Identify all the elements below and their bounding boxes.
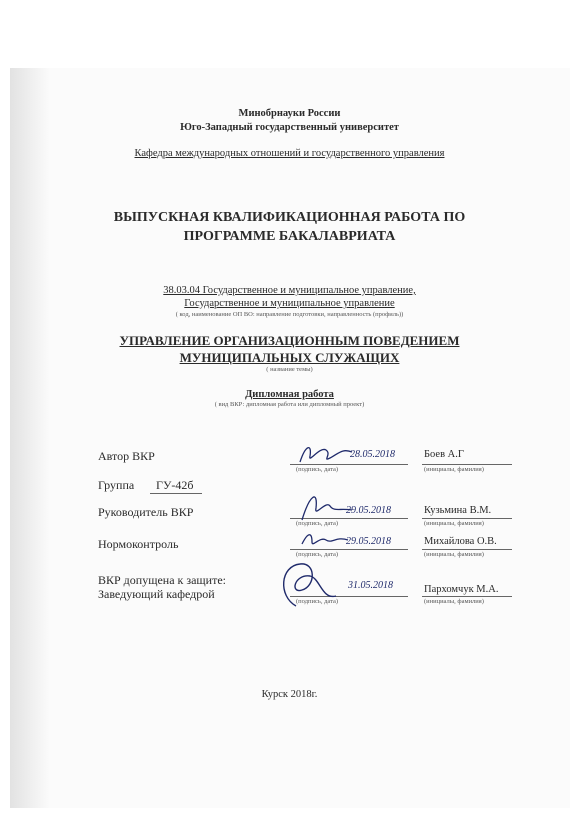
city-year: Курск 2018г.	[261, 689, 318, 700]
head-name-caption: (инициалы, фамилия)	[424, 598, 484, 605]
head-sign-date: 31.05.2018	[348, 580, 393, 591]
document-title-line2: ПРОГРАММЕ БАКАЛАВРИАТА	[183, 229, 396, 244]
role-author: Автор ВКР	[98, 449, 155, 463]
group-label: Группа	[98, 478, 135, 492]
work-type: Дипломная работа	[245, 389, 334, 400]
role-supervisor: Руководитель ВКР	[98, 505, 194, 519]
normcontrol-name-caption: (инициалы, фамилия)	[424, 551, 484, 558]
author-sign-date: 28.05.2018	[350, 449, 395, 460]
supervisor-name: Кузьмина В.М.	[424, 505, 492, 516]
supervisor-sign-date: 29.05.2018	[346, 505, 391, 516]
ministry-name: Минобрнауки России	[238, 108, 341, 119]
program-caption: ( код, наименование ОП ВО: направление подготовки, направленность (профиль))	[175, 311, 404, 318]
document-title-line1: ВЫПУСКНАЯ КВАЛИФИКАЦИОННАЯ РАБОТА ПО	[113, 210, 466, 225]
program-line1: 38.03.04 Государственное и муниципальное управление,	[163, 285, 416, 296]
supervisor-sig-caption: (подпись, дата)	[296, 520, 339, 527]
author-name: Боев А.Г	[424, 449, 464, 460]
author-signature-icon	[296, 440, 356, 468]
head-sig-caption: (подпись, дата)	[296, 598, 339, 605]
university-name: Юго-Западный государственный университет	[180, 122, 399, 133]
author-name-caption: (инициалы, фамилия)	[424, 466, 484, 473]
admission-text: ВКР допущена к защите:	[98, 573, 226, 587]
topic-caption: ( название темы)	[266, 366, 313, 373]
normcontrol-sig-caption: (подпись, дата)	[296, 551, 339, 558]
program-line2: Государственное и муниципальное управление	[184, 298, 395, 309]
work-type-caption: ( вид ВКР: дипломная работа или дипломный проект)	[214, 401, 365, 408]
normcontrol-sign-date: 29.05.2018	[346, 536, 391, 547]
normcontrol-name: Михайлова О.В.	[424, 536, 497, 547]
topic-line1: УПРАВЛЕНИЕ ОРГАНИЗАЦИОННЫМ ПОВЕДЕНИЕМ	[119, 333, 460, 348]
supervisor-name-caption: (инициалы, фамилия)	[424, 520, 484, 527]
group-value: ГУ-42б	[156, 478, 194, 492]
role-head-of-department: Заведующий кафедрой	[98, 587, 215, 601]
normcontrol-signature-icon	[300, 530, 350, 550]
department-name: Кафедра международных отношений и государственного управления	[134, 148, 445, 159]
topic-line2: МУНИЦИПАЛЬНЫХ СЛУЖАЩИХ	[179, 350, 400, 365]
head-signature-icon	[276, 556, 346, 616]
head-name: Пархомчук М.А.	[424, 584, 499, 595]
author-sig-caption: (подпись, дата)	[296, 466, 339, 473]
role-normcontrol: Нормоконтроль	[98, 537, 179, 551]
